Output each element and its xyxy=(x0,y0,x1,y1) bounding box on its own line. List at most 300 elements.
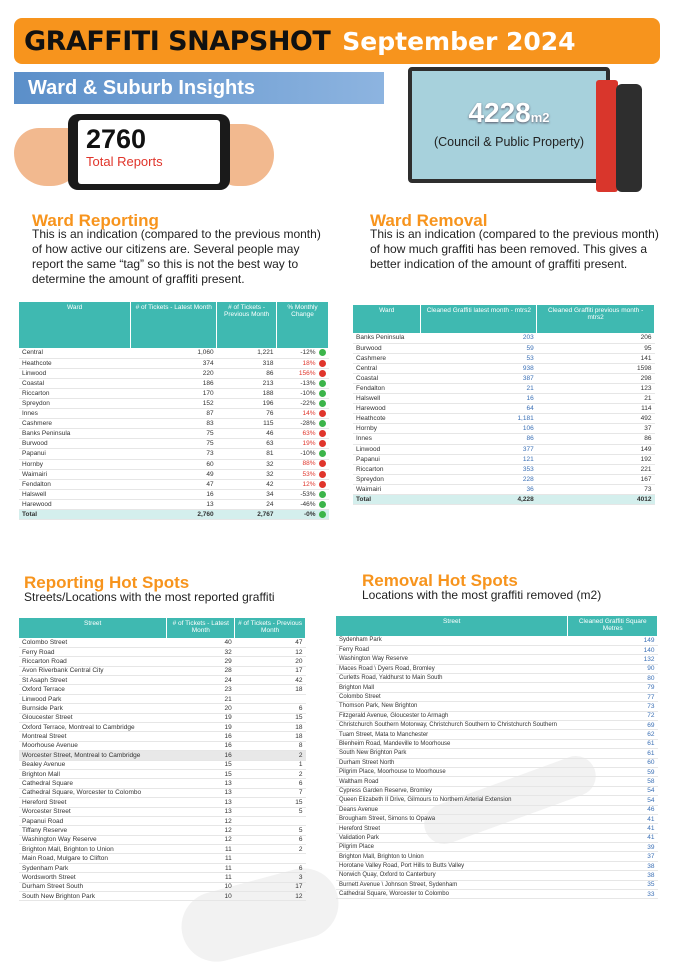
table-cell: 86 xyxy=(537,434,655,444)
table-row[interactable] xyxy=(336,721,658,730)
table-cell: 72 xyxy=(568,711,658,720)
table-row[interactable] xyxy=(19,704,306,713)
table-row[interactable] xyxy=(19,694,306,703)
table-cell: Durham Street North xyxy=(336,758,568,767)
status-red-icon xyxy=(319,430,326,437)
table-cell: 188 xyxy=(217,388,277,398)
table-cell: Norwich Quay, Oxford to Canterbury xyxy=(336,871,568,880)
table-cell: 16 xyxy=(131,489,217,499)
table-cell: 2,760 xyxy=(131,510,217,520)
table-cell: Maces Road \ Dyers Road, Bromley xyxy=(336,664,568,673)
table-cell: Linwood Park xyxy=(19,694,167,703)
table-cell: 2,767 xyxy=(217,510,277,520)
table-cell: 492 xyxy=(537,414,655,424)
status-red-icon xyxy=(319,471,326,478)
change-cell xyxy=(277,378,329,388)
table-row[interactable] xyxy=(336,833,658,842)
table-row[interactable] xyxy=(19,638,306,647)
change-cell xyxy=(277,449,329,459)
table-cell: 6 xyxy=(235,704,306,713)
table-cell: 59 xyxy=(568,767,658,776)
table-cell: 149 xyxy=(568,636,658,645)
table-cell: Harewood xyxy=(19,499,131,509)
table-cell: 6 xyxy=(235,863,306,872)
table-cell: Colombo Street xyxy=(19,638,167,647)
table-cell: 46 xyxy=(568,805,658,814)
table-cell: 2 xyxy=(235,751,306,760)
table-row[interactable] xyxy=(19,882,306,891)
table-cell: 16 xyxy=(167,751,235,760)
table-row[interactable] xyxy=(353,424,655,434)
table-row[interactable] xyxy=(336,739,658,748)
table-row[interactable] xyxy=(353,434,655,444)
phone-illustration xyxy=(68,114,230,190)
table-cell: 19 xyxy=(167,723,235,732)
table-cell: Worcester Street xyxy=(19,807,167,816)
table-cell: 5 xyxy=(235,826,306,835)
table-cell: 1,221 xyxy=(217,348,277,358)
table-row[interactable] xyxy=(19,439,329,449)
table-row[interactable] xyxy=(353,454,655,464)
table-cell: 42 xyxy=(235,676,306,685)
table-cell: Heathcote xyxy=(19,358,131,368)
table-row[interactable] xyxy=(19,713,306,722)
table-row[interactable] xyxy=(336,711,658,720)
table-row[interactable] xyxy=(336,636,658,645)
total-row xyxy=(19,510,329,520)
table-cell: 149 xyxy=(537,444,655,454)
table-row[interactable] xyxy=(336,805,658,814)
table-cell: Hereford Street xyxy=(19,798,167,807)
table-row[interactable] xyxy=(19,666,306,675)
table-row[interactable] xyxy=(336,683,658,692)
table-cell xyxy=(235,854,306,863)
table-cell: Papanui xyxy=(353,454,421,464)
table-cell: 13 xyxy=(167,798,235,807)
table-cell: South New Brighton Park xyxy=(19,892,167,901)
table-row[interactable] xyxy=(353,363,655,373)
table-cell: 8 xyxy=(235,741,306,750)
table-cell: 16 xyxy=(421,394,537,404)
table-row[interactable] xyxy=(19,741,306,750)
table-row[interactable] xyxy=(19,647,306,656)
table-row[interactable] xyxy=(19,358,329,368)
column-header[interactable]: Street xyxy=(19,618,167,638)
table-row[interactable] xyxy=(19,459,329,469)
table-cell: 13 xyxy=(131,499,217,509)
column-header[interactable]: Street xyxy=(336,616,568,636)
reporting-hotspots-description: Streets/Locations with the most reported graffiti xyxy=(24,590,275,604)
table-cell: Burwood xyxy=(19,439,131,449)
ward-removal-heading: Ward Removal xyxy=(370,211,488,230)
table-cell: 196 xyxy=(217,398,277,408)
table-cell: 1 xyxy=(235,760,306,769)
table-cell: 18 xyxy=(235,685,306,694)
table-cell: Curletts Road, Yaldhurst to Main South xyxy=(336,674,568,683)
table-cell: Central xyxy=(19,348,131,358)
table-cell: Heathcote xyxy=(353,414,421,424)
table-cell: Burnside Park xyxy=(19,704,167,713)
table-cell: 59 xyxy=(421,343,537,353)
table-cell: Burnett Avenue \ Johnson Street, Sydenham xyxy=(336,880,568,889)
removal-hotspots-table xyxy=(336,616,658,899)
table-row[interactable] xyxy=(19,469,329,479)
table-row[interactable] xyxy=(353,333,655,343)
change-value: -28% xyxy=(300,420,316,428)
table-row[interactable] xyxy=(19,760,306,769)
table-cell: 11 xyxy=(167,854,235,863)
column-header[interactable]: Ward xyxy=(19,302,131,348)
table-cell: 21 xyxy=(421,383,537,393)
table-row[interactable] xyxy=(19,499,329,509)
table-cell: 32 xyxy=(167,647,235,656)
table-cell: Brougham Street, Simons to Opawa xyxy=(336,814,568,823)
table-cell: Washington Way Reserve xyxy=(336,655,568,664)
table-cell: 18 xyxy=(235,732,306,741)
table-row[interactable] xyxy=(19,845,306,854)
table-cell: 20 xyxy=(235,657,306,666)
table-row[interactable] xyxy=(353,464,655,474)
table-row[interactable] xyxy=(353,444,655,454)
column-header[interactable]: # of Tickets - Previous Month xyxy=(235,618,306,638)
table-row[interactable] xyxy=(19,798,306,807)
status-green-icon xyxy=(319,511,326,518)
table-cell: 16 xyxy=(167,732,235,741)
table-cell: Coastal xyxy=(353,373,421,383)
table-cell: 123 xyxy=(537,383,655,393)
table-row[interactable] xyxy=(19,835,306,844)
table-row[interactable] xyxy=(353,394,655,404)
table-row[interactable] xyxy=(336,796,658,805)
table-cell: Cathedral Square, Worcester to Colombo xyxy=(336,890,568,899)
table-row[interactable] xyxy=(19,378,329,388)
table-row[interactable] xyxy=(336,758,658,767)
ward-reporting-heading: Ward Reporting xyxy=(32,211,159,230)
table-cell: Washington Way Reserve xyxy=(19,835,167,844)
table-row[interactable] xyxy=(19,419,329,429)
table-cell: 220 xyxy=(131,368,217,378)
table-cell: 47 xyxy=(131,479,217,489)
table-row[interactable] xyxy=(19,676,306,685)
table-cell: 11 xyxy=(167,845,235,854)
table-row[interactable] xyxy=(19,429,329,439)
table-row[interactable] xyxy=(19,368,329,378)
table-cell: 7 xyxy=(235,788,306,797)
table-cell: 377 xyxy=(421,444,537,454)
table-cell: 353 xyxy=(421,464,537,474)
column-header[interactable]: Cleaned Graffiti previous month - mtrs2 xyxy=(537,305,655,333)
table-cell: Gloucester Street xyxy=(19,713,167,722)
change-value: -10% xyxy=(300,390,316,398)
table-cell: 167 xyxy=(537,474,655,484)
status-green-icon xyxy=(319,349,326,356)
table-cell: 228 xyxy=(421,474,537,484)
table-cell: 73 xyxy=(131,449,217,459)
table-row[interactable] xyxy=(19,409,329,419)
table-row[interactable] xyxy=(336,852,658,861)
table-cell: 61 xyxy=(568,749,658,758)
table-row[interactable] xyxy=(336,655,658,664)
table-cell: Riccarton Road xyxy=(19,657,167,666)
change-cell xyxy=(277,348,329,358)
section-subtitle: Ward & Suburb Insights xyxy=(14,72,384,104)
table-cell: 938 xyxy=(421,363,537,373)
table-cell: Pilgrim Place xyxy=(336,843,568,852)
change-value: -0% xyxy=(303,511,316,519)
table-cell: 21 xyxy=(537,394,655,404)
table-cell: 63 xyxy=(217,439,277,449)
table-cell: 15 xyxy=(235,798,306,807)
table-cell: Hereford Street xyxy=(336,824,568,833)
table-cell: Riccarton xyxy=(19,388,131,398)
table-cell: Colombo Street xyxy=(336,692,568,701)
table-row[interactable] xyxy=(19,892,306,901)
table-row[interactable] xyxy=(19,826,306,835)
table-row[interactable] xyxy=(336,824,658,833)
table-row[interactable] xyxy=(336,814,658,823)
table-cell: 11 xyxy=(167,863,235,872)
table-cell: Tuam Street, Mata to Manchester xyxy=(336,730,568,739)
reporting-hotspots-heading: Reporting Hot Spots xyxy=(24,573,190,592)
table-cell: 46 xyxy=(217,429,277,439)
status-green-icon xyxy=(319,380,326,387)
table-cell: 23 xyxy=(167,685,235,694)
table-row[interactable] xyxy=(19,398,329,408)
change-cell xyxy=(277,398,329,408)
table-cell: 152 xyxy=(131,398,217,408)
table-cell: 13 xyxy=(167,807,235,816)
title-banner xyxy=(14,18,660,64)
table-row[interactable] xyxy=(19,769,306,778)
table-cell: 87 xyxy=(131,409,217,419)
table-cell: Papanui xyxy=(19,449,131,459)
table-row[interactable] xyxy=(19,489,329,499)
change-value: 88% xyxy=(302,460,316,468)
table-cell: Cathedral Square, Worcester to Colombo xyxy=(19,788,167,797)
table-cell: 29 xyxy=(167,657,235,666)
status-red-icon xyxy=(319,370,326,377)
table-cell: 24 xyxy=(167,676,235,685)
table-cell: 86 xyxy=(217,368,277,378)
reporting-hotspots-table xyxy=(19,618,306,901)
table-row[interactable] xyxy=(336,674,658,683)
table-row[interactable] xyxy=(336,843,658,852)
change-cell xyxy=(277,429,329,439)
table-cell: Hornby xyxy=(19,459,131,469)
table-row[interactable] xyxy=(19,816,306,825)
table-cell: 40 xyxy=(167,638,235,647)
table-cell: 12 xyxy=(167,826,235,835)
table-row[interactable] xyxy=(19,723,306,732)
table-cell: 61 xyxy=(568,739,658,748)
paint-roller-icon xyxy=(596,80,618,192)
table-row[interactable] xyxy=(336,645,658,654)
table-row[interactable] xyxy=(19,732,306,741)
total-reports-value: 2760 xyxy=(86,124,147,154)
table-row[interactable] xyxy=(336,730,658,739)
table-row[interactable] xyxy=(353,404,655,414)
table-row[interactable] xyxy=(19,779,306,788)
column-header[interactable]: # of Tickets - Latest Month xyxy=(131,302,217,348)
table-cell: 318 xyxy=(217,358,277,368)
table-cell: 35 xyxy=(568,880,658,889)
change-value: 63% xyxy=(302,430,316,438)
table-cell: Brighton Mall, Brighton to Union xyxy=(19,845,167,854)
table-cell: Spreydon xyxy=(19,398,131,408)
table-cell: Bealey Avenue xyxy=(19,760,167,769)
total-reports-label: Total Reports xyxy=(86,154,163,169)
table-row[interactable] xyxy=(19,788,306,797)
table-row[interactable] xyxy=(336,749,658,758)
table-cell: Validation Park xyxy=(336,833,568,842)
table-cell: 79 xyxy=(568,683,658,692)
table-row[interactable] xyxy=(336,702,658,711)
table-row[interactable] xyxy=(336,880,658,889)
change-cell xyxy=(277,419,329,429)
table-cell: South New Brighton Park xyxy=(336,749,568,758)
table-cell: 5 xyxy=(235,807,306,816)
table-cell: Innes xyxy=(353,434,421,444)
table-cell: 58 xyxy=(568,777,658,786)
table-cell: 32 xyxy=(217,469,277,479)
table-cell: 38 xyxy=(568,861,658,870)
table-cell: Pilgrim Place, Moorhouse to Moorhouse xyxy=(336,767,568,776)
column-header[interactable]: Ward xyxy=(353,305,421,333)
table-cell: 213 xyxy=(217,378,277,388)
table-cell: 4,228 xyxy=(421,495,537,505)
table-row[interactable] xyxy=(336,777,658,786)
column-header[interactable]: Cleaned Graffiti latest month - mtrs2 xyxy=(421,305,537,333)
table-cell: 1,060 xyxy=(131,348,217,358)
table-cell: 60 xyxy=(131,459,217,469)
change-value: 156% xyxy=(298,369,316,377)
column-header[interactable]: Cleaned Graffiti Square Metres xyxy=(568,616,658,636)
table-cell: Brighton Mall xyxy=(19,769,167,778)
table-cell xyxy=(235,816,306,825)
table-cell: 106 xyxy=(421,424,537,434)
table-cell: 121 xyxy=(421,454,537,464)
table-row[interactable] xyxy=(353,484,655,494)
table-cell: 374 xyxy=(131,358,217,368)
table-cell: Horotane Valley Road, Port Hills to Butts Valley xyxy=(336,861,568,870)
table-cell: Cathedral Square xyxy=(19,779,167,788)
ward-removal-table xyxy=(353,305,655,505)
table-cell: 13 xyxy=(167,779,235,788)
table-cell: 1,181 xyxy=(421,414,537,424)
table-row[interactable] xyxy=(353,343,655,353)
table-row[interactable] xyxy=(336,890,658,899)
table-row[interactable] xyxy=(19,388,329,398)
change-cell xyxy=(277,368,329,378)
table-cell: 18 xyxy=(235,723,306,732)
removal-hotspots-description: Locations with the most graffiti removed (m2) xyxy=(362,588,602,602)
change-cell xyxy=(277,469,329,479)
table-cell: Fendalton xyxy=(19,479,131,489)
table-cell: 37 xyxy=(537,424,655,434)
change-value: 12% xyxy=(302,480,316,488)
table-row[interactable] xyxy=(353,383,655,393)
column-header[interactable]: # of Tickets - Latest Month xyxy=(167,618,235,638)
table-row[interactable] xyxy=(336,871,658,880)
table-row[interactable] xyxy=(19,863,306,872)
table-cell: 76 xyxy=(217,409,277,419)
table-row[interactable] xyxy=(336,861,658,870)
table-cell: 6 xyxy=(235,779,306,788)
table-cell: Oxford Terrace, Montreal to Cambridge xyxy=(19,723,167,732)
table-cell: 54 xyxy=(568,796,658,805)
table-row[interactable] xyxy=(336,767,658,776)
table-cell: Banks Peninsula xyxy=(353,333,421,343)
change-cell xyxy=(277,499,329,509)
table-row[interactable] xyxy=(19,685,306,694)
table-cell: 75 xyxy=(131,429,217,439)
column-header[interactable]: # of Tickets - Previous Month xyxy=(217,302,277,348)
table-cell: 2 xyxy=(235,769,306,778)
total-row xyxy=(353,495,655,505)
change-cell xyxy=(277,409,329,419)
status-green-icon xyxy=(319,400,326,407)
table-cell: Moorhouse Avenue xyxy=(19,741,167,750)
table-cell: 73 xyxy=(568,702,658,711)
table-row[interactable] xyxy=(19,807,306,816)
table-cell: 15 xyxy=(167,760,235,769)
table-row[interactable] xyxy=(19,873,306,882)
status-green-icon xyxy=(319,450,326,457)
ward-reporting-description: This is an indication (compared to the previous month) of how active our citizens are. Several people may report the same “tag” so this is not the best way to determine the amount of graffiti present. xyxy=(32,227,321,286)
area-removed-panel xyxy=(408,67,610,183)
table-row[interactable] xyxy=(19,449,329,459)
column-header[interactable]: % Monthly Change xyxy=(277,302,329,348)
table-cell: Oxford Terrace xyxy=(19,685,167,694)
table-cell: 170 xyxy=(131,388,217,398)
status-green-icon xyxy=(319,501,326,508)
table-row[interactable] xyxy=(19,479,329,489)
table-cell: Worcester Street, Montreal to Cambridge xyxy=(19,751,167,760)
status-red-icon xyxy=(319,440,326,447)
table-cell: Riccarton xyxy=(353,464,421,474)
table-cell: Innes xyxy=(19,409,131,419)
status-red-icon xyxy=(319,410,326,417)
table-row[interactable] xyxy=(353,474,655,484)
table-row[interactable] xyxy=(353,414,655,424)
table-row[interactable] xyxy=(353,353,655,363)
table-row[interactable] xyxy=(19,751,306,760)
change-value: 19% xyxy=(302,440,316,448)
change-value: -22% xyxy=(300,400,316,408)
table-row[interactable] xyxy=(336,786,658,795)
table-cell: 39 xyxy=(568,843,658,852)
table-cell: 192 xyxy=(537,454,655,464)
table-row[interactable] xyxy=(353,373,655,383)
table-cell: 54 xyxy=(568,786,658,795)
table-cell: 298 xyxy=(537,373,655,383)
table-cell: Brighton Mall xyxy=(336,683,568,692)
table-cell: 41 xyxy=(568,833,658,842)
table-row[interactable] xyxy=(336,692,658,701)
page-month: September 2024 xyxy=(342,26,576,56)
table-cell: 206 xyxy=(537,333,655,343)
table-row[interactable] xyxy=(336,664,658,673)
table-row[interactable] xyxy=(19,657,306,666)
change-value: -10% xyxy=(300,450,316,458)
table-row[interactable] xyxy=(19,348,329,358)
table-cell: 49 xyxy=(131,469,217,479)
table-cell xyxy=(235,694,306,703)
table-row[interactable] xyxy=(19,854,306,863)
phone-screen xyxy=(78,120,220,184)
removal-hotspots-heading: Removal Hot Spots xyxy=(362,571,518,590)
table-cell: 77 xyxy=(568,692,658,701)
